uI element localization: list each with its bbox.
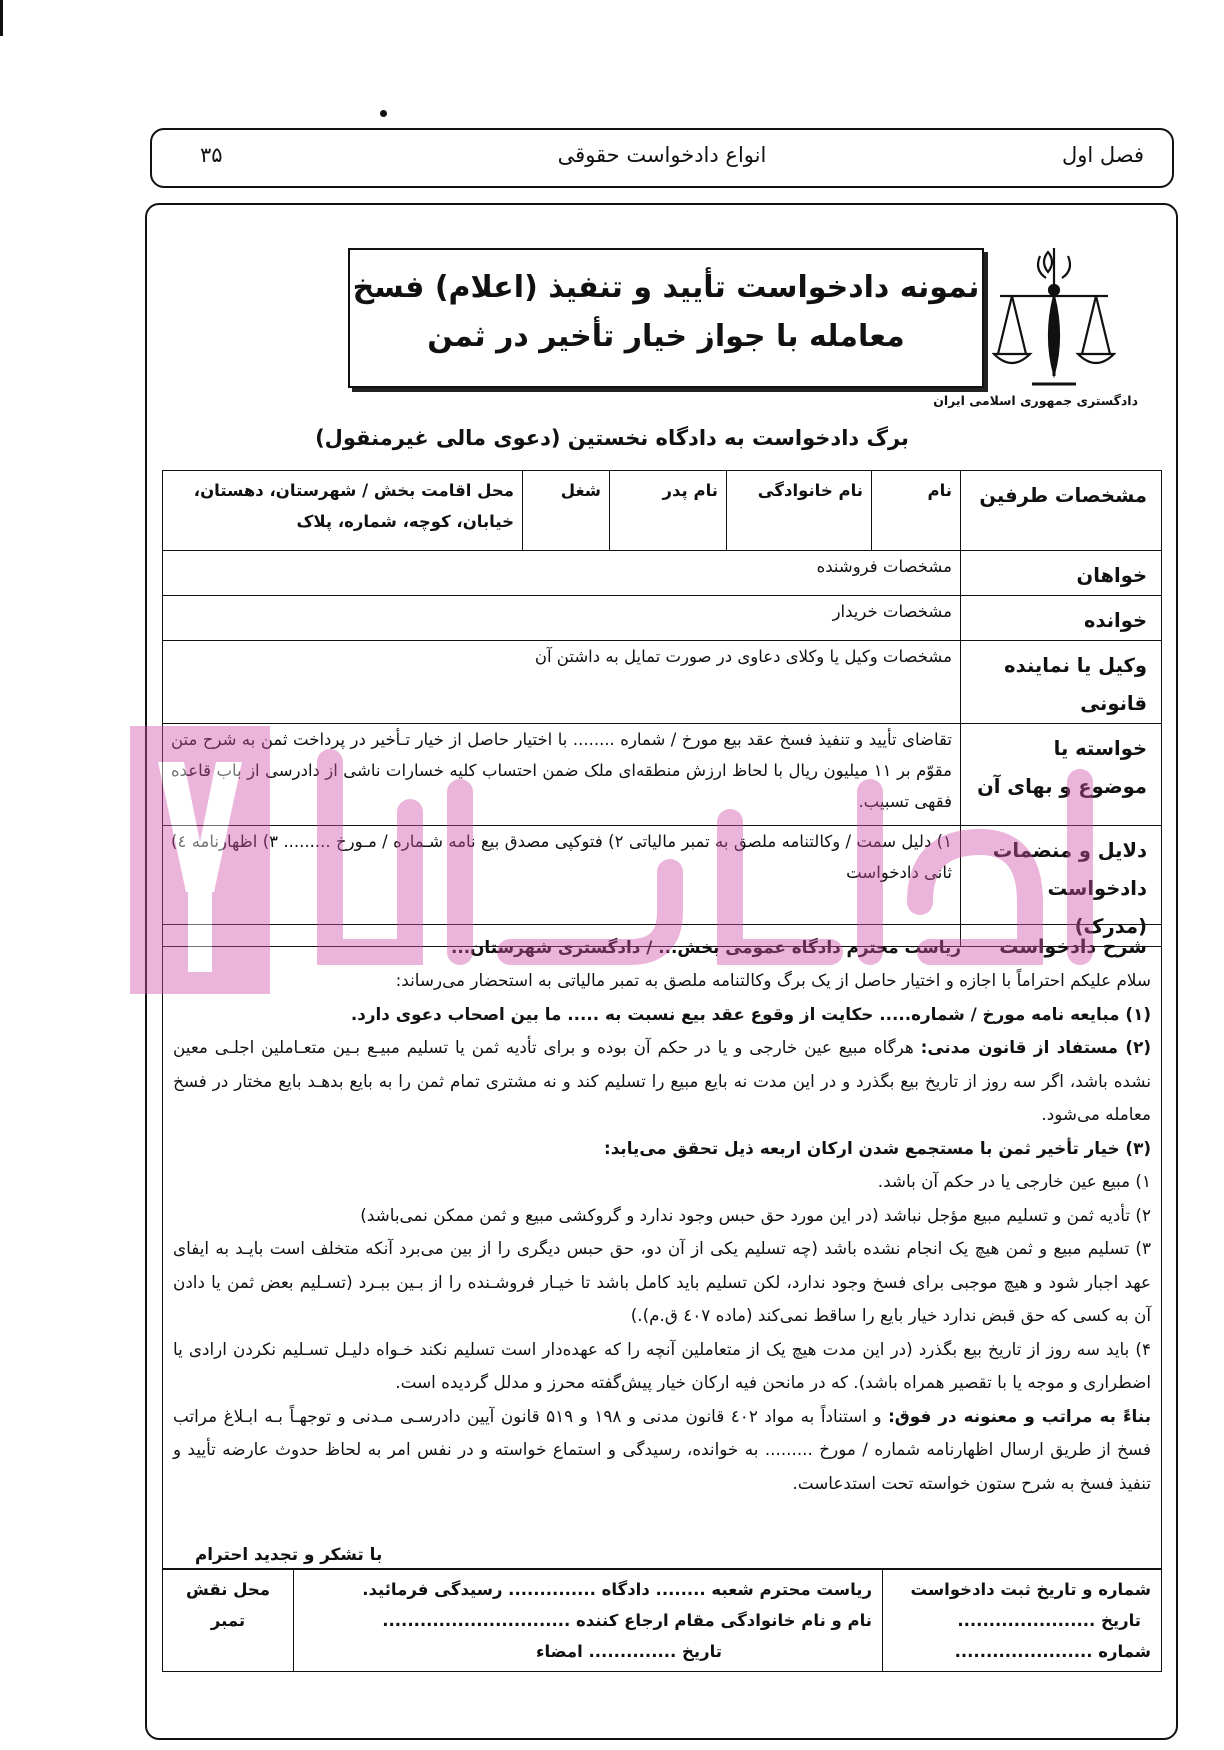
paragraph-2 xyxy=(173,1031,1151,1132)
ink-dot xyxy=(380,110,387,117)
representative-value: مشخصات وکیل یا وکلای دعاوی در صورت تمایل به داشتن آن xyxy=(163,641,961,724)
book-section-title: انواع دادخواست حقوقی xyxy=(557,143,767,167)
claim-label-line1: خواسته یا xyxy=(1053,737,1147,760)
list-item: ۱) مبیع عین خارجی یا در حکم آن باشد. xyxy=(877,1171,1151,1191)
conclusion-heading: بناءً به مراتب و معنونه در فوق: xyxy=(888,1405,1151,1426)
table-row xyxy=(163,551,1162,596)
claim-label-line2: موضوع و بهای آن xyxy=(977,775,1147,798)
representative-label-line1: وکیل یا نماینده xyxy=(1004,654,1147,677)
narrative-label: شرح دادخواست xyxy=(999,936,1147,958)
closing-line: با تشکر و تجدید احترام xyxy=(195,1544,383,1564)
paragraph-2-heading: (۲) مستفاد از قانون مدنی: xyxy=(920,1037,1151,1057)
col-residence xyxy=(163,471,523,551)
plaintiff-value: مشخصات فروشنده xyxy=(163,551,961,596)
scan-edge-mark xyxy=(0,0,3,36)
chapter-label: فصل اول xyxy=(1061,143,1144,167)
registration-date: تاریخ ...................... xyxy=(957,1611,1141,1630)
referral-line1: ریاست محترم شعبه ........ دادگاه .............. رسیدگی فرمائید. xyxy=(362,1580,872,1599)
claim-label xyxy=(961,724,1162,826)
stamp-label-line2: تمبر xyxy=(210,1611,246,1630)
defendant-label: خوانده xyxy=(961,596,1162,641)
evidence-value: ۱) دلیل سمت / وکالتنامه ملصق به تمبر مالیاتی ۲) فتوکپی مصدق بیع نامه شـماره / مـورخ ......... ۳) اظهارنامه ٤) ثانی دادخواست xyxy=(163,826,961,947)
col-residence-line1: محل اقامت بخش / شهرستان، دهستان، xyxy=(193,481,514,500)
stamp-cell xyxy=(163,1570,294,1672)
form-title-line2: معامله با جواز خیار تأخیر در ثمن xyxy=(427,319,905,354)
col-family-name: نام خانوادگی xyxy=(727,471,872,551)
table-row xyxy=(163,724,1162,826)
list-item: ۲) تأدیه ثمن و تسلیم مبیع مؤجل نباشد (در این مورد حق حبس وجود ندارد و گروکشی مبیع و ثمن ممکن نمی‌باشد) xyxy=(360,1204,1151,1225)
stamp-label-line1: محل نقش xyxy=(186,1580,270,1599)
col-name: نام xyxy=(872,471,961,551)
paragraph-1: (۱) مبایعه نامه مورخ / شماره..... حکایت از وقوع عقد بیع نسبت به ..... ما بین اصحاب دعوی دارد. xyxy=(350,1003,1151,1024)
plaintiff-label: خواهان xyxy=(961,551,1162,596)
judiciary-emblem-icon xyxy=(992,244,1116,394)
parties-label: مشخصات طرفین xyxy=(961,471,1162,551)
conclusion-body: و استناداً به مواد ٤٠۲ قانون مدنی و ۱۹۸ و ۵۱۹ قانون آیین دادرسـی مـدنی و توجهـاً بـه ابـلاغ مراتب فسخ از طریق ارسال اظهارنامه شماره / مورخ ......... به خوانده، رسیدگی و استماع خواسته و در نفس امر به لحاظ حدوث عارضه تأیید و تنفیذ فسخ به شرح ستون خواسته تحت استدعاست. xyxy=(173,1405,1151,1493)
table-header-row xyxy=(163,471,1162,551)
registration-footer xyxy=(162,1569,1162,1672)
judiciary-caption: دادگستری جمهوری اسلامی ایران xyxy=(933,393,1138,408)
list-item: ۴) باید سه روز از تاریخ بیع بگذرد (در این مدت هیچ یک از متعاملین آنچه را که عهده‌دار است تسلیم نکند خـواه دلیـل تسـلیم نکردن ارادی یا اضطراری و موجه یا با تقصیر همراه باشد). که در مانحن فیه ارکان خیار پیش‌گفته محرز و مدلل گردیده است. xyxy=(173,1338,1151,1392)
representative-label xyxy=(961,641,1162,724)
list-item: ۳) تسلیم مبیع و ثمن هیچ یک انجام نشده باشد (چه تسلیم یکی از آن دو، حق حبس دیگری را از بین می‌برد آنکه متخلف است بایـد به ایفای عهد اجبار شود و هیچ موجبی برای فسخ وجود ندارد، لکن تسلیم باید کامل باشد تا خیـار فروشـنده را از بـین ببـرد (تسـلیم بعض ثمن یا دادن آن به کسی که حق قبض ندارد خیار بایع را ساقط نمی‌کند (ماده ٤٠۷ ق.م).) xyxy=(173,1238,1151,1325)
court-address: ریاست محترم دادگاه عمومی بخش... / دادگستری شهرستان... xyxy=(450,937,961,957)
referral-line3: تاریخ .............. امضاء xyxy=(536,1642,722,1661)
petition-form-title: برگ دادخواست به دادگاه نخستین (دعوی مالی غیرمنقول) xyxy=(315,426,909,450)
page-number: ۳۵ xyxy=(200,143,223,167)
defendant-value: مشخصات خریدار xyxy=(163,596,961,641)
petition-narrative xyxy=(162,924,1162,1569)
conclusion xyxy=(173,1400,1151,1501)
representative-label-line2: قانونی xyxy=(1080,692,1147,715)
parties-table xyxy=(162,470,1162,947)
form-title-line1: نمونه دادخواست تأیید و تنفیذ (اعلام) فسخ xyxy=(352,270,980,305)
paragraph-3: (۳) خیار تأخیر ثمن با مستجمع شدن ارکان اربعه ذیل تحقق می‌یابد: xyxy=(604,1137,1151,1158)
paragraph-2-body: هرگاه مبیع عین خارجی و یا در حکم آن بوده و برای تأدیه ثمن یا تسلیم مبیـع بـین متعـاملین اجلـی معین نشده باشد، اگر سه روز از تاریخ بیع بگذرد و در این مدت نه بایع مبیع را تسلیم کند و نه مشتری تمام ثمن را به بایع بدهـد بایع مختار در فسخ معامله می‌شود. xyxy=(173,1037,1151,1124)
referral-line2: نام و نام خانوادگی مقام ارجاع کننده .............................. xyxy=(382,1611,872,1630)
evidence-label-line2: دادخواست (مدرک) xyxy=(1047,877,1147,938)
evidence-label-line1: دلایل و منضمات xyxy=(992,839,1147,862)
col-residence-line2: خیابان، کوچه، شماره، پلاک xyxy=(296,512,514,531)
registration-cell xyxy=(883,1570,1162,1672)
registration-title: شماره و تاریخ ثبت دادخواست xyxy=(910,1580,1151,1599)
col-occupation: شغل xyxy=(523,471,610,551)
page-header xyxy=(150,128,1174,188)
referral-cell xyxy=(294,1570,883,1672)
col-father-name: نام پدر xyxy=(610,471,727,551)
greeting: سلام علیکم احتراماً با اجازه و اختیار حاصل از یک برگ وکالتنامه ملصق به تمبر مالیاتی به استحضار می‌رساند: xyxy=(395,970,1151,990)
form-title-box xyxy=(348,248,984,388)
registration-number: شماره ...................... xyxy=(954,1642,1151,1661)
table-row xyxy=(163,641,1162,724)
table-row xyxy=(163,596,1162,641)
claim-value: تقاضای تأیید و تنفیذ فسخ عقد بیع مورخ / شماره ........ با اختیار حاصل از خیار تـأخیر در پرداخت ثمن به شرح متن مقوّم بر ۱۱ میلیون ریال با لحاظ ارزش منطقه‌ای ملک ضمن احتساب کلیه خسارات ناشی از دادرسی از باب قاعده فقهی تسبیب. xyxy=(163,724,961,826)
